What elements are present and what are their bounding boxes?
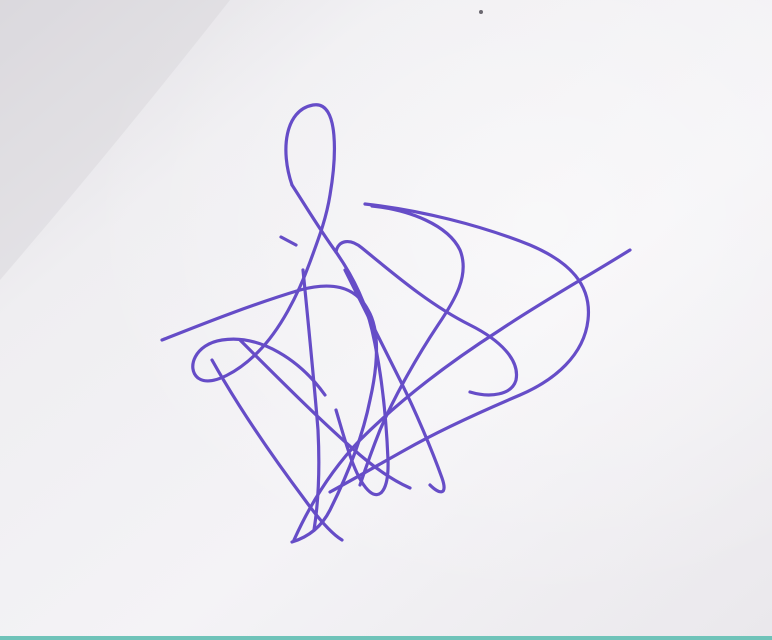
paper-speck bbox=[479, 10, 483, 14]
bottom-edge-strip bbox=[0, 636, 772, 640]
